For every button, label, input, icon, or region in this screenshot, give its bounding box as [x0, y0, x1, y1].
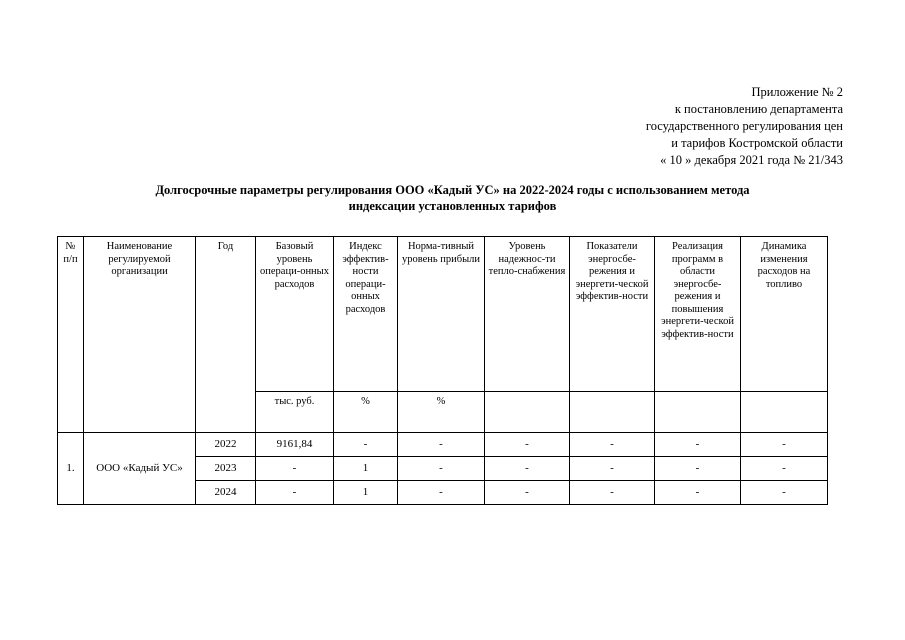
header-cell: Наименование регулируемой организации [84, 237, 196, 433]
header-cell: Реализация программ в области энергосбе-режения и повышения энергети-ческой эффектив-ности [655, 237, 741, 392]
value-cell: - [655, 433, 741, 457]
value-cell: - [741, 481, 828, 505]
value-cell: - [398, 457, 485, 481]
table-row [58, 433, 828, 457]
value-cell: - [741, 457, 828, 481]
appendix-block [646, 84, 843, 169]
header-cell: Уровень надежнос-ти тепло-снабжения [485, 237, 570, 392]
unit-cell: тыс. руб. [256, 392, 334, 433]
unit-cell [655, 392, 741, 433]
header-cell: Показатели энергосбе-режения и энергети-ческой эффектив-ности [570, 237, 655, 392]
value-cell: - [570, 457, 655, 481]
header-cell: Базовый уровень операци-онных расходов [256, 237, 334, 392]
value-cell: - [741, 433, 828, 457]
title-line: индексации установленных тарифов [348, 199, 557, 213]
header-cell: Динамика изменения расходов на топливо [741, 237, 828, 392]
appendix-line: Приложение № 2 [751, 85, 843, 99]
header-cell: Год [196, 237, 256, 433]
value-cell: - [398, 433, 485, 457]
unit-cell [485, 392, 570, 433]
header-cell: Норма-тивный уровень прибыли [398, 237, 485, 392]
value-cell: - [570, 481, 655, 505]
organization-name: ООО «Кадый УС» [84, 433, 196, 505]
header-cell: № п/п [58, 237, 84, 433]
value-cell: - [570, 433, 655, 457]
row-number: 1. [58, 433, 84, 505]
header-cell: Индекс эффектив-ности операци-онных расходов [334, 237, 398, 392]
value-cell: 1 [334, 481, 398, 505]
value-cell: - [485, 457, 570, 481]
appendix-line: « 10 » декабря 2021 года № 21/343 [660, 153, 843, 167]
value-cell: 9161,84 [256, 433, 334, 457]
value-cell: - [655, 457, 741, 481]
value-cell: - [485, 481, 570, 505]
value-cell: - [655, 481, 741, 505]
value-cell: - [256, 457, 334, 481]
title-line: Долгосрочные параметры регулирования ООО «Кадый УС» на 2022-2024 годы с использованием метода [155, 183, 750, 197]
unit-cell: % [398, 392, 485, 433]
value-cell: - [334, 433, 398, 457]
appendix-line: к постановлению департамента [674, 102, 843, 116]
value-cell: - [398, 481, 485, 505]
year-cell: 2022 [196, 433, 256, 457]
year-cell: 2024 [196, 481, 256, 505]
parameters-table [57, 236, 828, 505]
appendix-line: государственного регулирования цен [645, 119, 843, 133]
document-title [60, 182, 845, 214]
value-cell: - [256, 481, 334, 505]
unit-cell: % [334, 392, 398, 433]
unit-cell [741, 392, 828, 433]
value-cell: - [485, 433, 570, 457]
value-cell: 1 [334, 457, 398, 481]
table-header-row [58, 237, 828, 392]
appendix-line: и тарифов Костромской области [671, 136, 843, 150]
year-cell: 2023 [196, 457, 256, 481]
unit-cell [570, 392, 655, 433]
